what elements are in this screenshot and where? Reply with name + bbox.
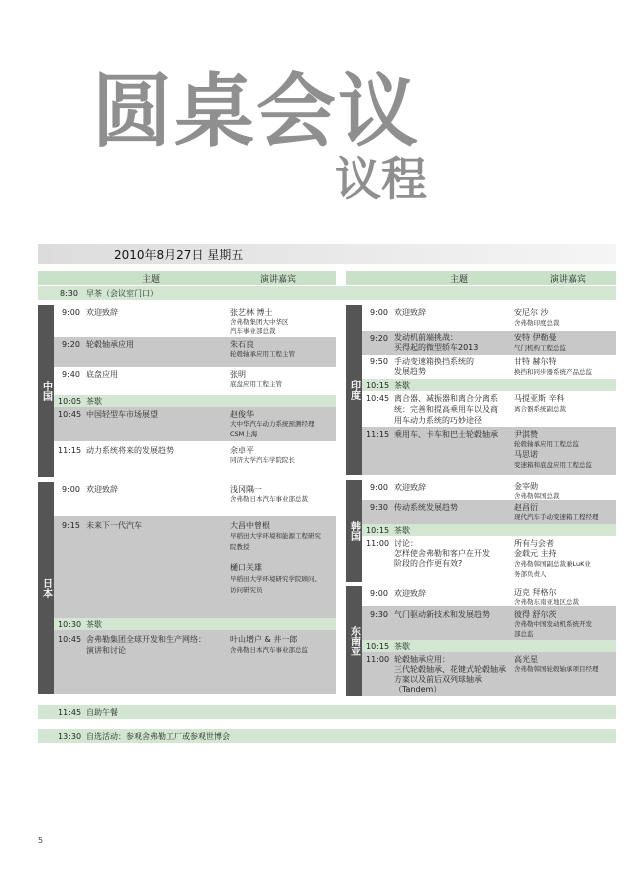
korea-tea-row: 10:15 茶歇 xyxy=(362,524,616,536)
india-row-2: 9:20 发动机前端挑战： 买得起的微型轿车2013 安特 伊勒曼 气门机构工程总监 xyxy=(362,331,616,355)
india-tea-row: 10:15 茶歇 xyxy=(362,379,616,391)
opening-text: 早茶（会议室门口） xyxy=(86,289,158,298)
india-row-5: 11:15 乘用车、卡车和巴士轮毂轴承 尹淇赞 轮毂轴承应用工程总监 马思诺 变速箱和底盘应用工程总监 xyxy=(362,427,616,475)
activity-time: 13:30 xyxy=(58,732,82,741)
page-number: 5 xyxy=(38,836,44,845)
japan-row-1: 9:00 欢迎致辞 浅冈隅一 舍弗勒日本汽车事业部总裁 xyxy=(54,482,336,516)
region-tab-southeast-asia: 东南亚 xyxy=(346,586,362,696)
date-bar xyxy=(38,244,616,264)
right-header-topic: 主题 xyxy=(450,275,469,285)
india-row-1: 9:00 欢迎致辞 安尼尔 沙 舍弗勒印度总裁 xyxy=(362,305,616,331)
page-title: 圆桌会议 xyxy=(92,65,420,158)
page-subtitle: 议程 xyxy=(335,152,427,206)
region-tab-korea: 韩国 xyxy=(346,480,362,582)
activity-text: 自选活动：参观舍弗勒工厂或参观世博会 xyxy=(86,732,230,741)
activity-row xyxy=(38,729,616,743)
right-header-speaker: 演讲嘉宾 xyxy=(550,275,587,285)
left-header-topic: 主题 xyxy=(142,275,161,285)
opening-row xyxy=(38,286,616,300)
japan-row-2: 9:15 未来下一代汽车 大昌中曾根 早稻田大学环境和能源工程研究 院教授 樋口关雄 早稻田大学环境研究学院顾问、 访问研究员 xyxy=(54,516,336,618)
china-row-2: 9:20 轮毂轴承应用 朱石良 轮毂轴承应用工程主管 xyxy=(54,337,336,367)
china-row-3: 9:40 底盘应用 张明 底盘应用工程主管 xyxy=(54,367,336,395)
korea-row-3: 11:00 讨论： 怎样使舍弗勒和客户在开发 阶段的合作更有效? 所有与会者 金载元 主持 舍弗勒韩国副总裁兼LuK业 务部负责人 xyxy=(362,536,616,582)
india-row-3: 9:50 手动变速箱换挡系统的 发展趋势 甘特 赫尔特 换挡和同步器系统产品总监 xyxy=(362,355,616,379)
sea-row-2: 9:30 气门驱动新技术和发展趋势 彼得 舒尔茨 舍弗勒中国发动机系统开发 部总监 xyxy=(362,606,616,640)
lunch-text: 自助午餐 xyxy=(86,708,118,717)
korea-row-1: 9:00 欢迎致辞 金宰勋 舍弗勒韩国总裁 xyxy=(362,480,616,500)
region-tab-india: 印度 xyxy=(346,305,362,475)
left-header xyxy=(38,271,336,285)
right-header xyxy=(346,271,616,285)
china-tea-row: 10:05 茶歇 xyxy=(54,395,336,407)
region-tab-china: 中国 xyxy=(38,305,54,477)
china-row-4: 10:45 中国轻型车市场展望 赵俊华 大中华汽车动力系统预测经理 CSM上海 xyxy=(54,407,336,441)
china-row-1: 9:00 欢迎致辞 张艺林 博士 舍弗勒集团大中华区 汽车事业部总裁 xyxy=(54,305,336,337)
japan-tea-row: 10:30 茶歇 xyxy=(54,618,336,630)
korea-row-2: 9:30 传动系统发展趋势 赵昌衍 现代汽车手动变速箱工程经理 xyxy=(362,500,616,524)
date-text: 2010年8月27日 星期五 xyxy=(114,248,244,262)
sea-tea-row: 10:15 茶歇 xyxy=(362,640,616,652)
opening-time: 8:30 xyxy=(60,289,78,298)
lunch-row xyxy=(38,705,616,719)
left-header-speaker: 演讲嘉宾 xyxy=(260,275,297,285)
region-tab-japan: 日本 xyxy=(38,482,54,694)
sea-row-1: 9:00 欢迎致辞 迈克 拜格尔 舍弗勒东南亚地区总裁 xyxy=(362,586,616,606)
india-row-4: 10:45 离合器、减振器和离合分离系 统：完善和提高乘用车以及商 用车动力系统的巧妙途径 马提亚斯 辛科 离合器系统副总裁 xyxy=(362,391,616,427)
lunch-time: 11:45 xyxy=(58,708,82,717)
china-row-5: 11:15 动力系统将来的发展趋势 余卓平 同济大学汽车学院院长 xyxy=(54,441,336,477)
sea-row-3: 11:00 轮毂轴承应用： 三代轮毂轴承、花键式轮毂轴承 方案以及前后双列球轴承 （Tandem） 高光星 舍弗勒韩国轮毂轴承项目经理 xyxy=(362,652,616,696)
japan-row-3: 10:45 舍弗勒集团全球开发和生产网络： 演讲和讨论 叶山增户 & 井一郎 舍弗勒日本汽车事业部总监 xyxy=(54,630,336,694)
